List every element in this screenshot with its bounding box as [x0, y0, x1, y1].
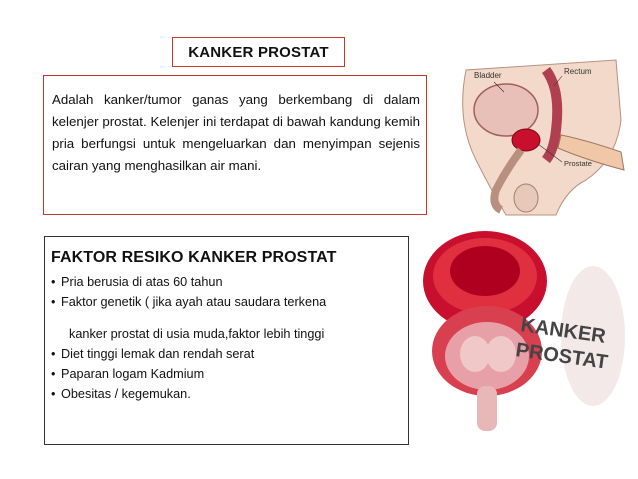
list-item: • Obesitas / kegemukan.: [51, 384, 404, 404]
prostate-anatomy-illustration: [446, 40, 626, 226]
list-item: • Diet tinggi lemak dan rendah serat: [51, 344, 404, 364]
list-item: • Pria berusia di atas 60 tahun: [51, 272, 404, 292]
risk-factors-heading: FAKTOR RESIKO KANKER PROSTAT: [51, 249, 337, 266]
bladder-label: Bladder: [474, 71, 502, 80]
definition-box: [43, 75, 427, 215]
risk-factors-list: [51, 272, 404, 404]
photo-caption-line2: PROSTAT: [514, 339, 610, 374]
rectum-label: Rectum: [564, 67, 592, 76]
prostate-label: Prostate: [564, 159, 592, 168]
photo-caption-line1: KANKER: [519, 314, 608, 348]
risk-factors-box: [44, 236, 409, 445]
list-item-continuation: kanker prostat di usia muda,faktor lebih tinggi: [69, 327, 325, 341]
definition-text: Adalah kanker/tumor ganas yang berkembang di dalam kelenjer prostat. Kelenjer ini terdapat di bawah kandung kemih pria berfungsi untuk mengeluarkan dan menyimpan sejenis cairan yang menghasilkan air mani.: [52, 92, 420, 173]
list-item: • Faktor genetik ( jika ayah atau saudara terkena: [51, 292, 404, 312]
prostate-cancer-photo: [415, 226, 629, 436]
page-title: KANKER PROSTAT: [172, 37, 345, 67]
list-item: • Paparan logam Kadmium: [51, 364, 404, 384]
